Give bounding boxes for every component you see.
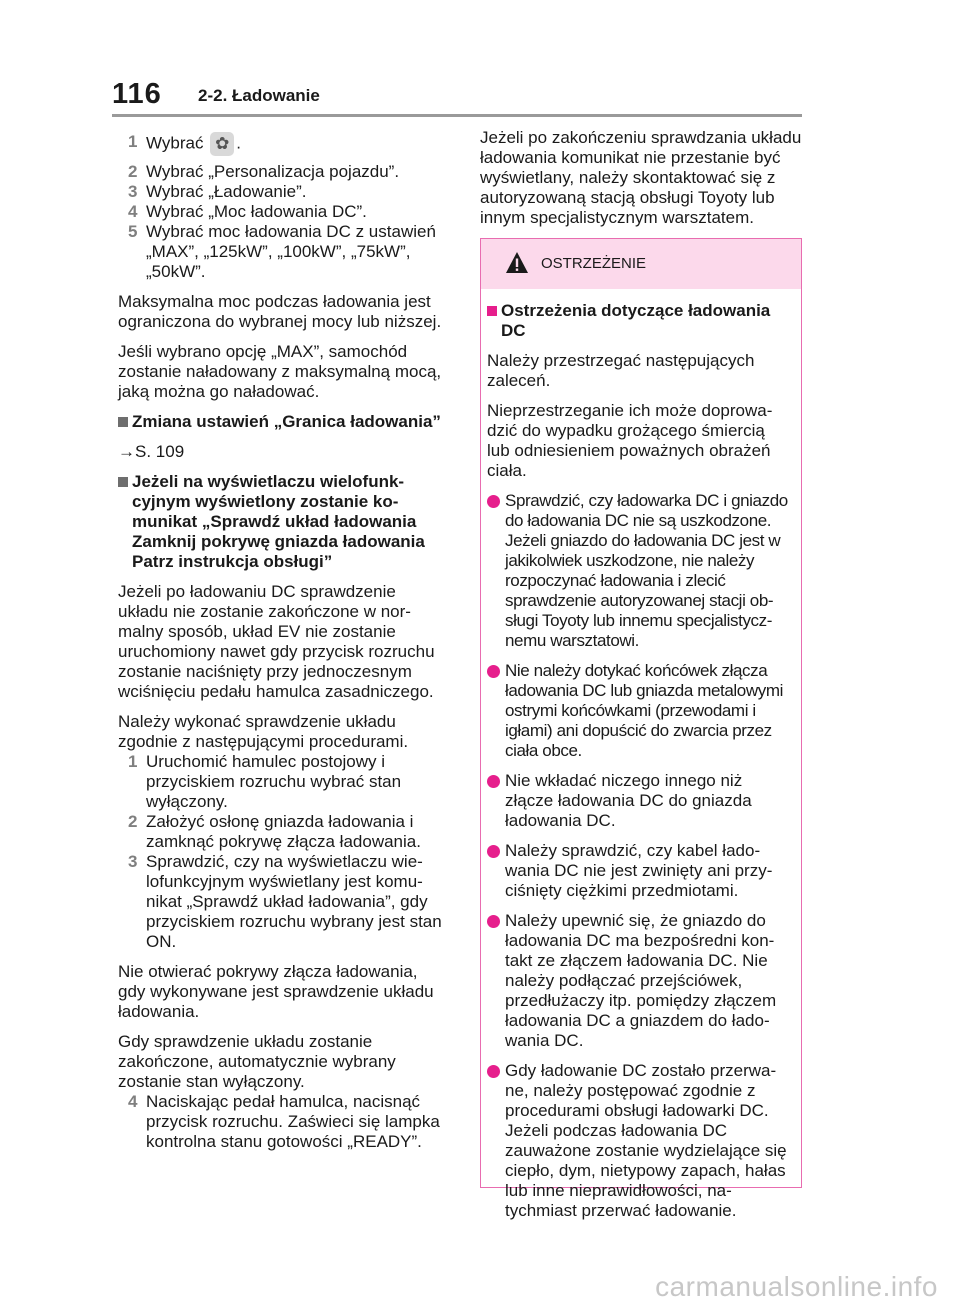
- left-column: [118, 132, 448, 1152]
- bullet-text: Nie wkładać niczego innego niż złącze ładowania DC do gniazda ładowania DC.: [505, 771, 752, 830]
- warning-bullet: [487, 491, 791, 651]
- circle-bullet-icon: [487, 665, 500, 678]
- bullet-text: Sprawdzić, czy ładowarka DC i gniazdo do ładowania DC nie są uszkodzone. Jeżeli gniazdo do ładowania DC jest w jakikolwiek uszkodzone, nie należy rozpoczynać ładowania i zlecić sprawdzenie autoryzowanej stacji obsługi Toyoty lub innemu specjalistycznemu warsztatowi.: [505, 491, 788, 650]
- paragraph: Jeżeli po zakończeniu sprawdzania układu ładowania komunikat nie przestanie być wyświetlany, należy skontaktować się z autoryzowaną stacją obsługi Toyoty lub innym specjalistycznym warsztatem.: [480, 128, 802, 227]
- step-text: Założyć osłonę gniazda ładowania i zamknąć pokrywę złącza ładowania.: [146, 812, 421, 851]
- step-item: [118, 202, 448, 222]
- step-number: 2: [128, 162, 138, 181]
- section-title: 2-2. Ładowanie: [198, 86, 320, 105]
- paragraph: Nieprzestrzeganie ich może doprowadzić do wypadku grożącego śmiercią lub odniesieniem poważnych obrażeń ciała.: [487, 401, 773, 480]
- paragraph: Należy wykonać sprawdzenie układu zgodnie z następującymi procedurami.: [118, 712, 409, 751]
- sub-heading: [118, 472, 448, 572]
- step-text: Wybrać „Ładowanie”.: [146, 182, 307, 201]
- paragraph: Należy przestrzegać następujących zaleceń.: [487, 351, 755, 390]
- step-number: 5: [128, 222, 138, 241]
- bullet-text: Gdy ładowanie DC zostało przerwane, należy postępować zgodnie z procedurami obsługi ładowarki DC. Jeżeli podczas ładowania DC zauważone zostanie wydzielające się ciepło, dym, nietypowy zapach, hałas lub inne nieprawidłowości, natychmiast przerwać ładowanie.: [505, 1061, 787, 1220]
- bullet-text: Nie należy dotykać końcówek złącza ładowania DC lub gniazda metalowymi ostrymi końcówkami (przewodami i igłami) ani dopuścić do zwarcia przez ciała obce.: [505, 661, 783, 760]
- step-number: 1: [128, 752, 138, 771]
- step-text: Uruchomić hamulec postojowy i przyciskiem rozruchu wybrać stan wyłączony.: [146, 752, 402, 811]
- bullet-text: Należy upewnić się, że gniazdo do ładowania DC ma bezpośredni kontakt ze złączem ładowania DC. Nie należy podłączać przejściówek, przedłużaczy itp. pomiędzy złączem ładowania DC a gniazdem do ładowania DC.: [505, 911, 777, 1050]
- step-text: Wybrać moc ładowania DC z ustawień „MAX”, „125kW”, „100kW”, „75kW”, „50kW”.: [146, 222, 436, 281]
- step-text: Naciskając pedał hamulca, nacisnąć przycisk rozruchu. Zaświeci się lampka kontrolna stanu gotowości „READY”.: [146, 1092, 440, 1151]
- step-number: 1: [128, 132, 138, 151]
- watermark: carmanualsonline.info: [655, 1271, 938, 1302]
- step-item: [118, 182, 448, 202]
- warning-bullet: [487, 1061, 791, 1221]
- warning-bullet: [487, 841, 791, 901]
- warning-heading: [487, 301, 791, 341]
- right-column: [480, 128, 802, 238]
- step-item: [118, 1092, 448, 1152]
- step-text: Wybrać: [146, 133, 204, 153]
- step-number: 4: [128, 202, 138, 221]
- circle-bullet-icon: [487, 495, 500, 508]
- warning-heading-text: Ostrzeżenia dotyczące ładowania DC: [501, 301, 771, 340]
- step-text-end: .: [236, 133, 241, 153]
- page-reference: →S. 109: [118, 442, 185, 461]
- warning-header: [481, 239, 801, 289]
- warning-bullet: [487, 911, 791, 1051]
- circle-bullet-icon: [487, 915, 500, 928]
- header-divider: [112, 114, 802, 117]
- sub-heading-text: Zmiana ustawień „Granica ładowania”: [132, 412, 441, 431]
- circle-bullet-icon: [487, 775, 500, 788]
- warning-body: [481, 289, 801, 1221]
- step-number: 3: [128, 852, 138, 871]
- warning-box: [480, 238, 802, 1220]
- warning-triangle-icon: [505, 251, 529, 275]
- paragraph: Maksymalna moc podczas ładowania jest ograniczona do wybranej mocy lub niższej.: [118, 292, 442, 331]
- square-bullet-icon: [118, 417, 128, 427]
- step-text: Wybrać „Moc ładowania DC”.: [146, 202, 367, 221]
- circle-bullet-icon: [487, 845, 500, 858]
- step-item: [118, 222, 448, 282]
- step-item: [118, 132, 448, 156]
- step-number: 3: [128, 182, 138, 201]
- square-bullet-icon: [487, 306, 497, 316]
- warning-bullet: [487, 771, 791, 831]
- bullet-text: Należy sprawdzić, czy kabel ładowania DC nie jest zwinięty ani przyciśnięty ciężkimi przedmiotami.: [505, 841, 773, 900]
- circle-bullet-icon: [487, 1065, 500, 1078]
- paragraph: Jeżeli po ładowaniu DC sprawdzenie układu nie zostanie zakończone w normalny sposób, układ EV nie zostanie uruchomiony nawet gdy przycisk rozruchu zostanie naciśnięty przy jednoczesnym wciśnięciu pedału hamulca zasadniczego.: [118, 582, 435, 701]
- paragraph: Gdy sprawdzenie układu zostanie zakończone, automatycznie wybrany zostanie stan wyłączony.: [118, 1032, 396, 1091]
- step-number: 4: [128, 1092, 138, 1111]
- step-number: 2: [128, 812, 138, 831]
- step-text: Sprawdzić, czy na wyświetlaczu wielofunkcyjnym wyświetlany jest komunikat „Sprawdź układ ładowania”, gdy przyciskiem rozruchu wybrany jest stan ON.: [146, 852, 442, 951]
- step-item: [118, 162, 448, 182]
- warning-bullet: [487, 661, 791, 761]
- step-item: [118, 812, 448, 852]
- sub-heading: [118, 412, 448, 432]
- page-number: 116: [112, 78, 162, 110]
- step-item: [118, 852, 448, 952]
- paragraph: Jeśli wybrano opcję „MAX”, samochód zostanie naładowany z maksymalną mocą, jaką można go naładować.: [118, 342, 442, 401]
- step-text: Wybrać „Personalizacja pojazdu”.: [146, 162, 400, 181]
- square-bullet-icon: [118, 477, 128, 487]
- sub-heading-text: Jeżeli na wyświetlaczu wielofunkcyjnym wyświetlony zostanie komunikat „Sprawdź układ ładowania Zamknij pokrywę gniazda ładowania Patrz instrukcja obsługi”: [132, 472, 425, 571]
- gear-icon: ✿: [210, 132, 234, 156]
- paragraph: Nie otwierać pokrywy złącza ładowania, gdy wykonywane jest sprawdzenie układu ładowania.: [118, 962, 434, 1021]
- step-item: [118, 752, 448, 812]
- warning-title: OSTRZEŻENIE: [541, 255, 647, 272]
